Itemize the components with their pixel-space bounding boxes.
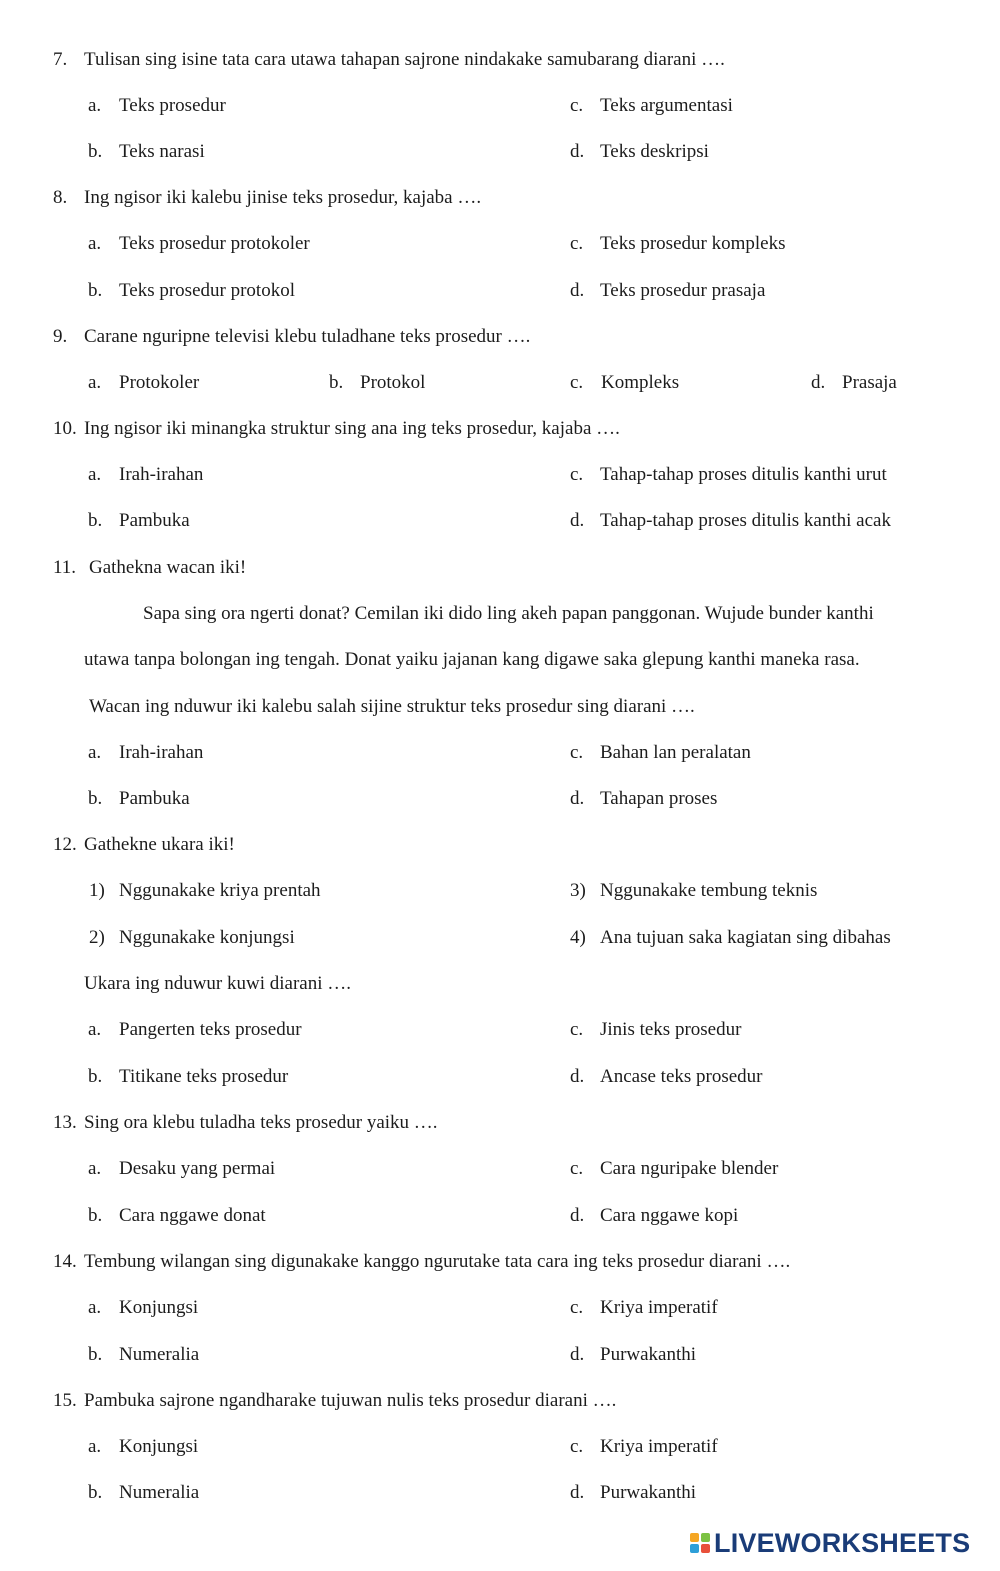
option-letter: c. bbox=[570, 233, 584, 254]
option-text: Pambuka bbox=[119, 788, 190, 809]
question-text: Ing ngisor iki minangka struktur sing ana ing teks prosedur, kajaba …. bbox=[84, 418, 620, 439]
option-letter: b. bbox=[88, 280, 103, 301]
question-number: 10. bbox=[53, 418, 77, 439]
question-number: 11. bbox=[53, 557, 77, 578]
statement-number: 4) bbox=[570, 927, 586, 948]
option-text: Protokol bbox=[360, 372, 426, 393]
logo-squares-icon bbox=[690, 1533, 710, 1553]
question-text: Gathekna wacan iki! bbox=[89, 557, 247, 578]
option-text: Tahap-tahap proses ditulis kanthi urut bbox=[600, 464, 887, 485]
option-text: Teks deskripsi bbox=[600, 141, 709, 162]
option-text: Jinis teks prosedur bbox=[600, 1019, 742, 1040]
option-text: Numeralia bbox=[119, 1344, 200, 1365]
question-text: Tulisan sing isine tata cara utawa tahapan sajrone nindakake samubarang diarani …. bbox=[84, 49, 725, 70]
option-text: Irah-irahan bbox=[119, 464, 204, 485]
logo-square bbox=[701, 1533, 710, 1542]
option-letter: c. bbox=[570, 464, 584, 485]
option-text: Cara nggawe kopi bbox=[600, 1205, 739, 1226]
option-text: Purwakanthi bbox=[600, 1344, 697, 1365]
logo-square bbox=[701, 1544, 710, 1553]
option-text: Pangerten teks prosedur bbox=[119, 1019, 302, 1040]
option-letter: a. bbox=[88, 1436, 102, 1457]
option-text: Cara nguripake blender bbox=[600, 1158, 779, 1179]
option-letter: a. bbox=[88, 95, 102, 116]
option-text: Teks prosedur kompleks bbox=[600, 233, 786, 254]
option-letter: d. bbox=[811, 372, 826, 393]
statement-text: Nggunakake konjungsi bbox=[119, 927, 295, 948]
option-text: Teks prosedur bbox=[119, 95, 226, 116]
option-text: Teks argumentasi bbox=[600, 95, 733, 116]
question-text: Sing ora klebu tuladha teks prosedur yaiku …. bbox=[84, 1112, 438, 1133]
option-text: Ancase teks prosedur bbox=[600, 1066, 763, 1087]
question-number: 7. bbox=[53, 49, 68, 70]
liveworksheets-logo[interactable] bbox=[690, 1526, 990, 1560]
option-text: Purwakanthi bbox=[600, 1482, 697, 1503]
option-letter: b. bbox=[88, 1482, 103, 1503]
option-text: Protokoler bbox=[119, 372, 200, 393]
option-letter: d. bbox=[570, 141, 585, 162]
option-text: Desaku yang permai bbox=[119, 1158, 276, 1179]
option-text: Numeralia bbox=[119, 1482, 200, 1503]
option-text: Teks prosedur protokoler bbox=[119, 233, 310, 254]
option-letter: a. bbox=[88, 464, 102, 485]
option-letter: c. bbox=[570, 95, 584, 116]
option-text: Cara nggawe donat bbox=[119, 1205, 266, 1226]
passage-text: utawa tanpa bolongan ing tengah. Donat yaiku jajanan kang digawe saka glepung kanthi maneka rasa. bbox=[84, 649, 860, 670]
question-text: Ing ngisor iki kalebu jinise teks prosedur, kajaba …. bbox=[84, 187, 482, 208]
option-letter: c. bbox=[570, 1019, 584, 1040]
question-number: 9. bbox=[53, 326, 68, 347]
question-number: 12. bbox=[53, 834, 77, 855]
statement-text: Nggunakake kriya prentah bbox=[119, 880, 321, 901]
option-letter: b. bbox=[88, 510, 103, 531]
option-letter: a. bbox=[88, 1297, 102, 1318]
question-text: Pambuka sajrone ngandharake tujuwan nulis teks prosedur diarani …. bbox=[84, 1390, 617, 1411]
option-letter: d. bbox=[570, 1205, 585, 1226]
statement-number: 2) bbox=[89, 927, 105, 948]
option-text: Bahan lan peralatan bbox=[600, 742, 751, 763]
option-text: Titikane teks prosedur bbox=[119, 1066, 289, 1087]
option-letter: c. bbox=[570, 1297, 584, 1318]
option-text: Pambuka bbox=[119, 510, 190, 531]
passage-text: Sapa sing ora ngerti donat? Cemilan iki dido ling akeh papan panggonan. Wujude bunder kanthi bbox=[143, 603, 874, 624]
option-letter: d. bbox=[570, 510, 585, 531]
option-letter: a. bbox=[88, 742, 102, 763]
option-text: Konjungsi bbox=[119, 1436, 199, 1457]
option-text: Teks prosedur prasaja bbox=[600, 280, 766, 301]
option-text: Kompleks bbox=[601, 372, 680, 393]
option-text: Tahap-tahap proses ditulis kanthi acak bbox=[600, 510, 891, 531]
option-text: Irah-irahan bbox=[119, 742, 204, 763]
logo-text: LIVEWORKSHEETS bbox=[714, 1527, 971, 1558]
option-letter: c. bbox=[570, 372, 584, 393]
option-letter: b. bbox=[329, 372, 344, 393]
prompt-text: Wacan ing nduwur iki kalebu salah sijine struktur teks prosedur sing diarani …. bbox=[89, 696, 695, 717]
option-letter: a. bbox=[88, 372, 102, 393]
option-letter: c. bbox=[570, 742, 584, 763]
logo-square bbox=[690, 1544, 699, 1553]
option-letter: a. bbox=[88, 233, 102, 254]
option-text: Konjungsi bbox=[119, 1297, 199, 1318]
option-letter: d. bbox=[570, 1482, 585, 1503]
option-text: Kriya imperatif bbox=[600, 1436, 718, 1457]
question-text: Tembung wilangan sing digunakake kanggo ngurutake tata cara ing teks prosedur diarani …. bbox=[84, 1251, 791, 1272]
option-letter: b. bbox=[88, 1344, 103, 1365]
option-letter: d. bbox=[570, 788, 585, 809]
option-letter: d. bbox=[570, 1066, 585, 1087]
statement-text: Ana tujuan saka kagiatan sing dibahas bbox=[600, 927, 891, 948]
option-letter: d. bbox=[570, 1344, 585, 1365]
option-text: Teks narasi bbox=[119, 141, 205, 162]
question-text: Carane nguripne televisi klebu tuladhane teks prosedur …. bbox=[84, 326, 531, 347]
question-number: 14. bbox=[53, 1251, 77, 1272]
option-text: Tahapan proses bbox=[600, 788, 718, 809]
option-letter: b. bbox=[88, 1205, 103, 1226]
option-text: Prasaja bbox=[842, 372, 897, 393]
option-letter: c. bbox=[570, 1158, 584, 1179]
question-number: 13. bbox=[53, 1112, 77, 1133]
option-text: Teks prosedur protokol bbox=[119, 280, 295, 301]
statement-text: Nggunakake tembung teknis bbox=[600, 880, 818, 901]
option-letter: d. bbox=[570, 280, 585, 301]
option-text: Kriya imperatif bbox=[600, 1297, 718, 1318]
question-text: Gathekne ukara iki! bbox=[84, 834, 235, 855]
option-letter: b. bbox=[88, 141, 103, 162]
option-letter: a. bbox=[88, 1019, 102, 1040]
option-letter: b. bbox=[88, 1066, 103, 1087]
option-letter: b. bbox=[88, 788, 103, 809]
question-number: 8. bbox=[53, 187, 68, 208]
option-letter: a. bbox=[88, 1158, 102, 1179]
question-number: 15. bbox=[53, 1390, 77, 1411]
option-letter: c. bbox=[570, 1436, 584, 1457]
statement-number: 3) bbox=[570, 880, 586, 901]
logo-square bbox=[690, 1533, 699, 1542]
statement-number: 1) bbox=[89, 880, 105, 901]
prompt-text: Ukara ing nduwur kuwi diarani …. bbox=[84, 973, 351, 994]
